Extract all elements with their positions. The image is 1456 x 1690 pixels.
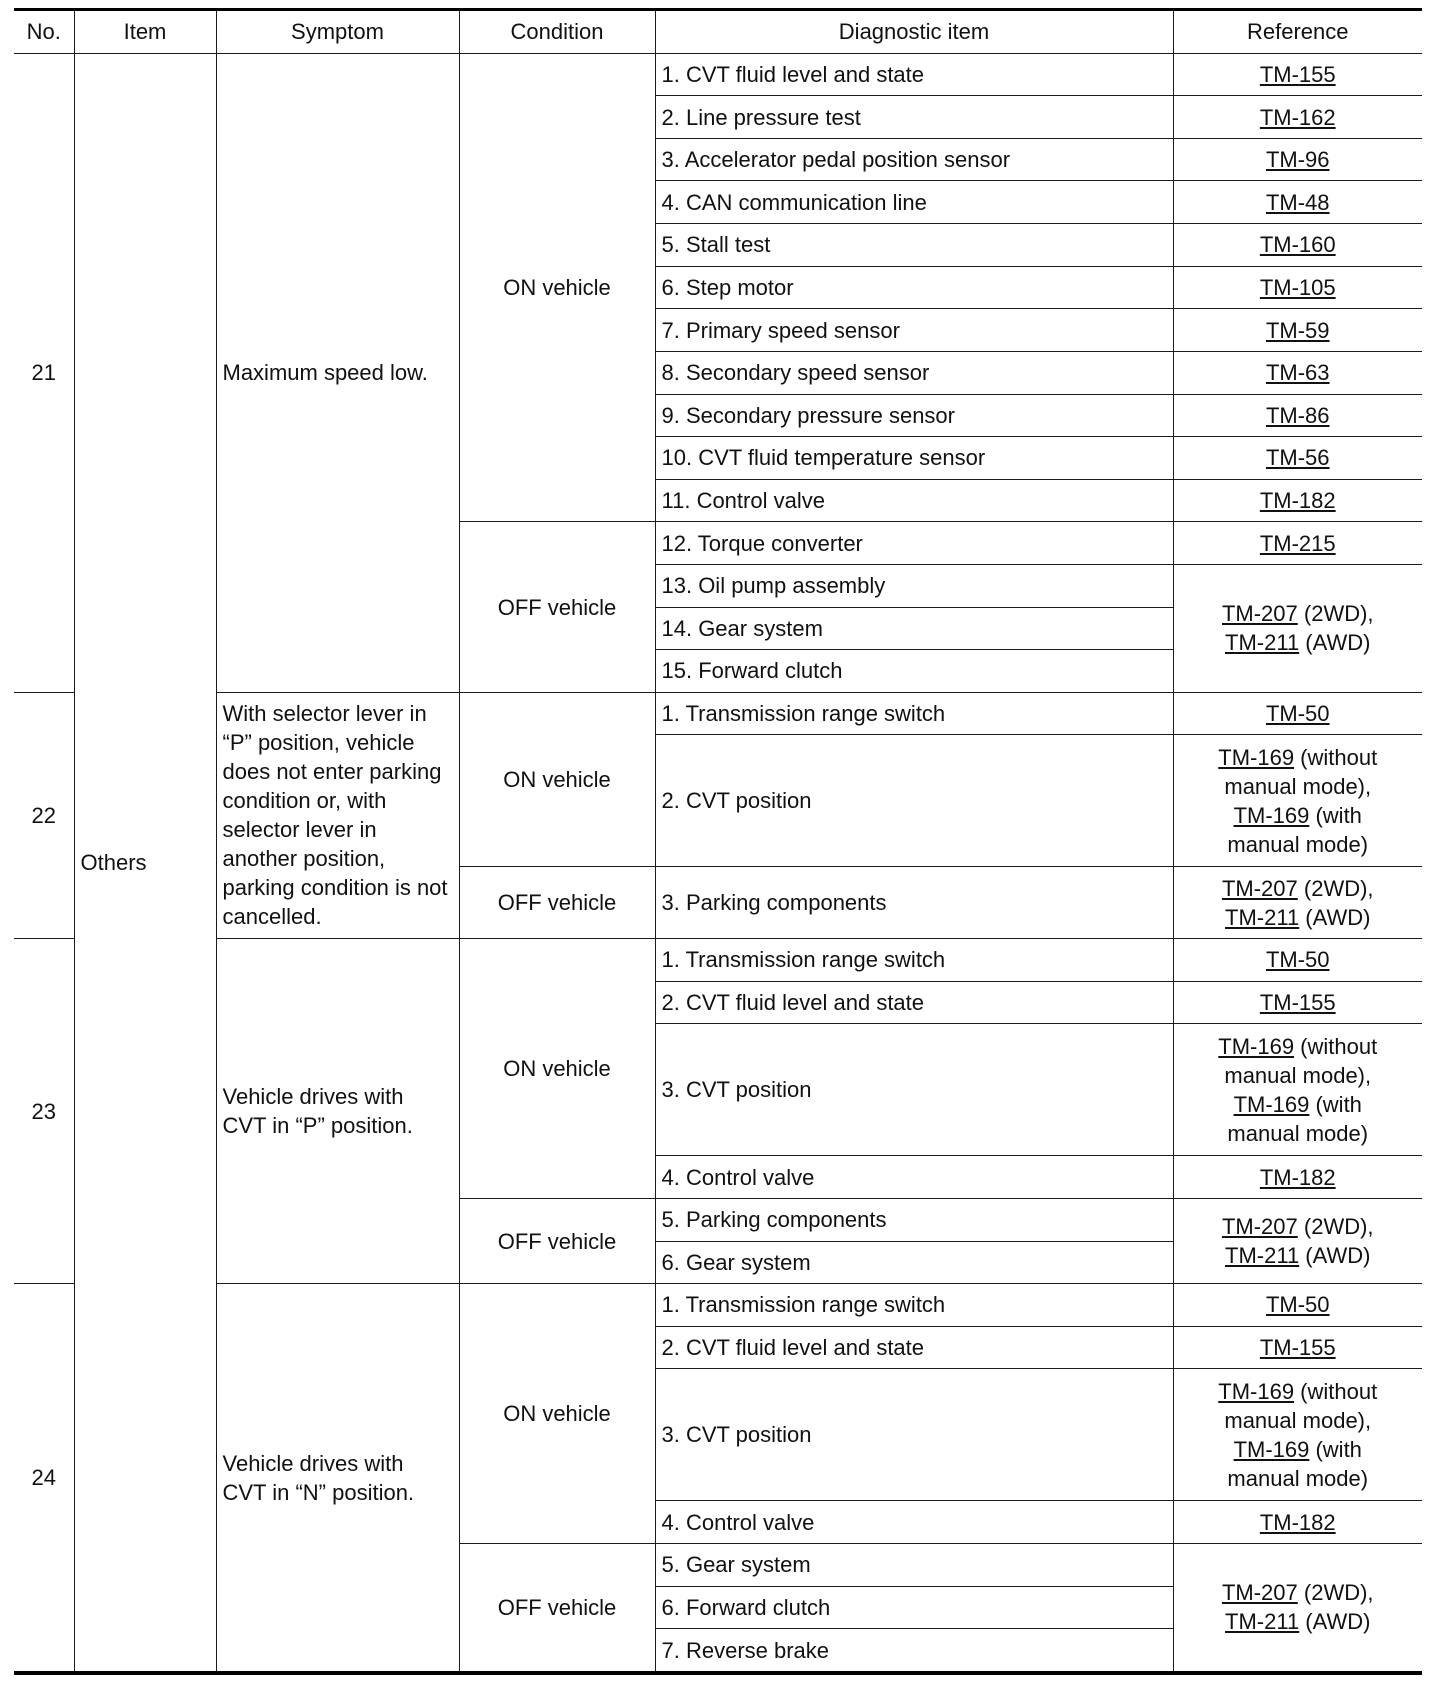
reference-link[interactable]: TM-169 <box>1233 1091 1310 1117</box>
reference-cell <box>1173 1501 1422 1544</box>
reference-note: (AWD) <box>1299 1609 1371 1635</box>
header-no: No. <box>14 10 74 54</box>
table-row <box>14 1284 1422 1327</box>
reference-link[interactable]: TM-162 <box>1259 104 1336 130</box>
reference-link[interactable]: TM-169 <box>1218 1033 1295 1059</box>
reference-note: (2WD), <box>1297 1580 1374 1606</box>
diagnostic-item: 6. Forward clutch <box>655 1586 1173 1629</box>
reference-cell <box>1173 564 1422 692</box>
header-condition: Condition <box>459 10 655 54</box>
reference-link[interactable]: TM-56 <box>1265 445 1330 471</box>
diagnostic-item: 2. CVT fluid level and state <box>655 981 1173 1024</box>
reference-link[interactable]: TM-211 <box>1225 1243 1300 1268</box>
condition-off-vehicle: OFF vehicle <box>459 522 655 692</box>
reference-cell <box>1173 1156 1422 1199</box>
diagnostic-item: 1. Transmission range switch <box>655 692 1173 735</box>
reference-link[interactable]: TM-155 <box>1259 61 1336 87</box>
diagnostic-item: 4. Control valve <box>655 1156 1173 1199</box>
diagnostic-item: 12. Torque converter <box>655 522 1173 565</box>
reference-note: (without <box>1294 744 1378 770</box>
reference-cell <box>1173 309 1422 352</box>
diagnostic-item: 7. Reverse brake <box>655 1629 1173 1673</box>
reference-note: manual mode) <box>1227 1120 1369 1146</box>
reference-cell <box>1173 96 1422 139</box>
reference-cell <box>1173 1198 1422 1283</box>
reference-link[interactable]: TM-169 <box>1233 802 1310 828</box>
reference-cell <box>1173 266 1422 309</box>
table-row <box>14 692 1422 735</box>
table-row <box>14 53 1422 96</box>
diagnostic-item: 5. Parking components <box>655 1198 1173 1241</box>
diagnostic-item: 1. Transmission range switch <box>655 1284 1173 1327</box>
condition-on-vehicle: ON vehicle <box>459 53 655 522</box>
diagnostic-item: 14. Gear system <box>655 607 1173 650</box>
symptom-cell: With selector lever in “P” position, vehicle does not enter parking condition or, with selector lever in another position, parking condition is not cancelled. <box>216 692 459 938</box>
reference-link[interactable]: TM-182 <box>1259 1164 1336 1190</box>
condition-on-vehicle: ON vehicle <box>459 692 655 867</box>
reference-link[interactable]: TM-155 <box>1259 1335 1336 1361</box>
reference-cell <box>1173 1369 1422 1501</box>
reference-link[interactable]: TM-169 <box>1218 744 1295 770</box>
reference-note: manual mode), <box>1224 1062 1372 1088</box>
diagnostic-item: 2. Line pressure test <box>655 96 1173 139</box>
reference-note: (with <box>1309 1436 1362 1462</box>
diagnostic-item: 6. Step motor <box>655 266 1173 309</box>
symptom-cell: Maximum speed low. <box>216 53 459 692</box>
diagnostic-item: 13. Oil pump assembly <box>655 564 1173 607</box>
diagnostic-item: 1. CVT fluid level and state <box>655 53 1173 96</box>
diagnostic-item: 7. Primary speed sensor <box>655 309 1173 352</box>
reference-link[interactable]: TM-48 <box>1265 189 1330 215</box>
reference-link[interactable]: TM-169 <box>1218 1378 1295 1404</box>
reference-link[interactable]: TM-215 <box>1259 530 1336 556</box>
reference-link[interactable]: TM-207 <box>1221 875 1298 901</box>
reference-link[interactable]: TM-105 <box>1259 274 1336 300</box>
condition-off-vehicle: OFF vehicle <box>459 867 655 939</box>
reference-note: (2WD), <box>1297 875 1374 901</box>
reference-link[interactable]: TM-50 <box>1265 1292 1330 1318</box>
reference-cell <box>1173 181 1422 224</box>
table-row <box>14 939 1422 982</box>
reference-link[interactable]: TM-211 <box>1225 630 1300 656</box>
reference-cell <box>1173 394 1422 437</box>
reference-link[interactable]: TM-63 <box>1265 360 1330 386</box>
reference-cell <box>1173 351 1422 394</box>
diagnostic-item: 5. Gear system <box>655 1543 1173 1586</box>
reference-note: manual mode) <box>1227 831 1369 857</box>
reference-note: (with <box>1309 802 1362 828</box>
symptom-cell: Vehicle drives with CVT in “P” position. <box>216 939 459 1284</box>
reference-note: manual mode) <box>1227 1465 1369 1491</box>
row-number: 21 <box>14 53 74 692</box>
row-number: 22 <box>14 692 74 938</box>
reference-cell <box>1173 939 1422 982</box>
diagnostic-item: 6. Gear system <box>655 1241 1173 1284</box>
header-symptom: Symptom <box>216 10 459 54</box>
reference-cell <box>1173 692 1422 735</box>
reference-cell <box>1173 1543 1422 1673</box>
condition-off-vehicle: OFF vehicle <box>459 1543 655 1673</box>
reference-link[interactable]: TM-160 <box>1259 232 1336 258</box>
reference-note: (2WD), <box>1297 601 1374 627</box>
row-number: 23 <box>14 939 74 1284</box>
reference-link[interactable]: TM-207 <box>1221 1214 1298 1239</box>
diagnostic-item: 4. CAN communication line <box>655 181 1173 224</box>
reference-cell <box>1173 981 1422 1024</box>
reference-note: manual mode), <box>1224 1407 1372 1433</box>
diagnostic-item: 2. CVT position <box>655 735 1173 867</box>
condition-on-vehicle: ON vehicle <box>459 939 655 1199</box>
reference-link[interactable]: TM-96 <box>1265 147 1330 173</box>
row-number: 24 <box>14 1284 74 1673</box>
header-reference: Reference <box>1173 10 1422 54</box>
reference-cell <box>1173 479 1422 522</box>
reference-link[interactable]: TM-50 <box>1265 947 1330 973</box>
reference-cell <box>1173 867 1422 939</box>
reference-note: (AWD) <box>1299 1243 1371 1268</box>
symptom-cell: Vehicle drives with CVT in “N” position. <box>216 1284 459 1673</box>
reference-note: (with <box>1309 1091 1362 1117</box>
diagnostic-item: 3. Accelerator pedal position sensor <box>655 138 1173 181</box>
reference-link[interactable]: TM-59 <box>1265 317 1330 343</box>
diagnostic-item: 3. Parking components <box>655 867 1173 939</box>
reference-cell <box>1173 735 1422 867</box>
condition-off-vehicle: OFF vehicle <box>459 1198 655 1283</box>
header-item: Item <box>74 10 216 54</box>
diagnostic-item: 10. CVT fluid temperature sensor <box>655 437 1173 480</box>
reference-note: (AWD) <box>1299 630 1371 656</box>
reference-cell <box>1173 53 1422 96</box>
reference-cell <box>1173 437 1422 480</box>
reference-note: (without <box>1294 1378 1378 1404</box>
condition-on-vehicle: ON vehicle <box>459 1284 655 1544</box>
reference-link[interactable]: TM-207 <box>1221 1580 1298 1606</box>
header-diagnostic-item: Diagnostic item <box>655 10 1173 54</box>
diagnostic-item: 8. Secondary speed sensor <box>655 351 1173 394</box>
reference-cell <box>1173 1024 1422 1156</box>
reference-note: manual mode), <box>1224 773 1372 799</box>
header-row <box>14 10 1422 54</box>
diagnostic-item: 15. Forward clutch <box>655 650 1173 693</box>
reference-cell <box>1173 1284 1422 1327</box>
reference-link[interactable]: TM-182 <box>1259 1509 1336 1535</box>
diagnostic-item: 4. Control valve <box>655 1501 1173 1544</box>
reference-note: (2WD), <box>1297 1214 1374 1239</box>
reference-note: (AWD) <box>1299 904 1371 930</box>
reference-link[interactable]: TM-155 <box>1259 989 1336 1015</box>
reference-link[interactable]: TM-50 <box>1265 701 1330 727</box>
diagnostic-item: 3. CVT position <box>655 1369 1173 1501</box>
reference-link[interactable]: TM-169 <box>1233 1436 1310 1462</box>
diagnostic-item: 2. CVT fluid level and state <box>655 1326 1173 1369</box>
reference-cell <box>1173 522 1422 565</box>
reference-link[interactable]: TM-207 <box>1221 601 1298 627</box>
diagnostic-item: 1. Transmission range switch <box>655 939 1173 982</box>
reference-cell <box>1173 138 1422 181</box>
reference-link[interactable]: TM-182 <box>1259 488 1336 514</box>
reference-link[interactable]: TM-211 <box>1225 904 1300 930</box>
reference-cell <box>1173 1326 1422 1369</box>
diagnosis-table <box>14 8 1422 1675</box>
reference-link[interactable]: TM-211 <box>1225 1609 1300 1635</box>
diagnostic-item: 5. Stall test <box>655 224 1173 267</box>
reference-cell <box>1173 224 1422 267</box>
reference-link[interactable]: TM-86 <box>1265 402 1330 428</box>
diagnostic-item: 9. Secondary pressure sensor <box>655 394 1173 437</box>
item-cell: Others <box>74 53 216 1673</box>
diagnostic-item: 3. CVT position <box>655 1024 1173 1156</box>
diagnostic-item: 11. Control valve <box>655 479 1173 522</box>
reference-note: (without <box>1294 1033 1378 1059</box>
